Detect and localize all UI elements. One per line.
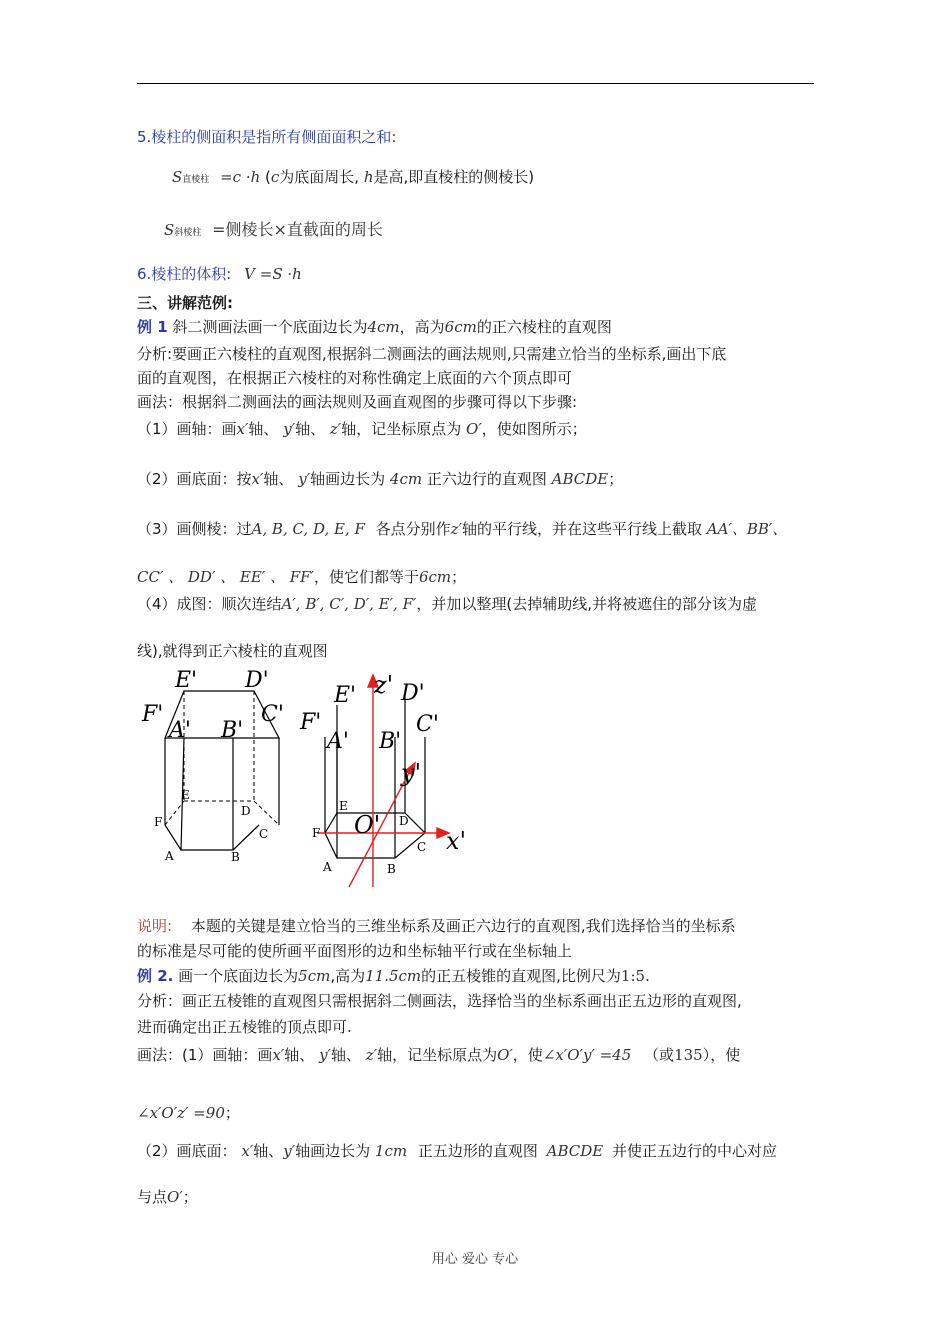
- text: ，使如图所示；: [481, 420, 587, 438]
- formula-subscript: 斜棱柱: [174, 228, 202, 238]
- formula-rhs: =侧棱长×直截面的周长: [212, 220, 383, 239]
- text: ；: [608, 470, 624, 488]
- angle: ∠x′O′z′ =90: [137, 1104, 225, 1122]
- step-2: [137, 468, 623, 490]
- value: 11.5cm: [365, 967, 422, 985]
- text: （1）画轴：画: [137, 420, 237, 438]
- text: 各点分别作: [375, 520, 451, 538]
- formula-symbol: S: [164, 221, 175, 239]
- text: 正六边行的直观图: [426, 470, 547, 488]
- label-f: F: [312, 826, 321, 840]
- method-line: 画法：根据斜二测画法的画法规则及画直观图的步骤可得以下步骤:: [137, 393, 578, 411]
- text: ，使它们都等于: [313, 568, 419, 586]
- section-6: [137, 263, 302, 285]
- axis-z: z′: [365, 1046, 378, 1064]
- label-x-axis: x': [446, 827, 467, 855]
- value: 6cm: [418, 568, 452, 586]
- note-text: 本题的关键是建立恰当的三维坐标系及画正六边行的直观图,我们选择恰当的坐标系: [190, 917, 736, 935]
- label-f-prime: F': [300, 710, 322, 735]
- value: 4cm: [389, 470, 423, 488]
- points: A′, B′, C′, D′, E′, F′: [281, 595, 417, 613]
- example-1-title: [137, 316, 612, 338]
- value: 6cm: [444, 318, 477, 336]
- axis-y: y′: [298, 470, 311, 488]
- text: .: [645, 967, 650, 985]
- angle: ∠x′O′y′ =45: [542, 1046, 632, 1064]
- label-z-axis: z': [374, 671, 394, 699]
- label-f: F: [154, 815, 163, 829]
- label-a-prime: A': [169, 718, 191, 743]
- label-c: C: [259, 827, 269, 841]
- analysis-line-1: 分析:要画正六棱柱的直观图,根据斜二测画法的画法规则,只需建立恰当的坐标系,画出下底: [137, 345, 727, 363]
- label-b: B: [231, 850, 240, 864]
- note-line-2: 的标准是尽可能的使所画平面图形的边和坐标轴平行或在坐标轴上: [137, 942, 573, 960]
- left-prism-bottom-labels: [154, 788, 268, 864]
- formula-subscript: 直棱柱: [182, 175, 210, 185]
- step-1: [137, 418, 587, 440]
- text: 画法：(1）画轴：画: [137, 1046, 273, 1064]
- hidden-fe: [165, 801, 184, 825]
- points: A, B, C, D, E, F: [251, 520, 365, 538]
- edge-bc: [233, 825, 259, 850]
- value: 1cm: [374, 1142, 408, 1160]
- text: 画一个底面边长为: [178, 967, 299, 985]
- label-b-prime: B': [379, 729, 402, 754]
- right-prism-top-labels: [299, 681, 439, 754]
- value: 5cm: [298, 967, 331, 985]
- example-label: 例 1: [137, 318, 168, 336]
- label-a: A: [323, 860, 332, 874]
- text: 的正五棱锥的直观图,比例尺为: [421, 967, 621, 985]
- text: ；: [451, 568, 467, 586]
- label-b: B: [387, 862, 396, 876]
- value: 135: [674, 1046, 703, 1064]
- text: （4）成图：顺次连结: [137, 595, 282, 613]
- text: ），使: [702, 1046, 741, 1064]
- text: 轴，记坐标原点为: [341, 420, 462, 438]
- volume-formula: V =S ·h: [244, 265, 302, 283]
- formula-rhs: =c ·h: [220, 168, 261, 186]
- label-f-prime: F': [142, 702, 164, 727]
- text: 轴、: [263, 470, 294, 488]
- label-c-prime: C': [261, 702, 284, 727]
- label-b-prime: B': [221, 718, 244, 743]
- var-h: h: [363, 168, 374, 186]
- section-5-heading: 5.棱柱的侧面积是指所有侧面面积之和:: [137, 128, 397, 146]
- analysis-line-2: 进而确定出正五棱锥的顶点即可.: [137, 1018, 352, 1036]
- label-e-prime: E': [334, 683, 357, 708]
- text: 斜二测画法画一个底面边长为: [172, 318, 368, 336]
- origin: O′: [167, 1188, 183, 1206]
- lateral-area-formula-oblique-prism: [164, 219, 383, 244]
- step-4: [137, 593, 757, 615]
- label-e-prime: E': [175, 668, 198, 693]
- text: 轴、: [284, 1046, 315, 1064]
- axis-z: z′: [329, 420, 342, 438]
- step-3-cont: [137, 566, 466, 588]
- example-2-title: [137, 965, 650, 987]
- text: ,高为: [330, 967, 366, 985]
- text: 并使正五边行的中心对应: [612, 1142, 778, 1160]
- analysis-line-1: 分析：画正五棱锥的直观图只需根据斜二侧画法，选择恰当的坐标系画出正五边形的直观图,: [137, 992, 742, 1010]
- text: 轴、: [330, 1046, 361, 1064]
- text: 轴、: [295, 420, 326, 438]
- axis-x: x′: [251, 470, 264, 488]
- label-d: D: [399, 814, 409, 828]
- label-y-axis: y': [401, 759, 422, 787]
- formula-symbol: S: [172, 168, 183, 186]
- text: （或: [644, 1046, 675, 1064]
- text: 轴的平行线，并在这些平行线上截取: [461, 520, 702, 538]
- header-rule: [137, 83, 814, 84]
- left-prism-top-labels: [141, 668, 284, 743]
- ratio: 1:5: [620, 967, 646, 985]
- text: 与点: [137, 1188, 168, 1206]
- axis-y: y′: [283, 420, 296, 438]
- section-6-heading: 6.棱柱的体积:: [137, 265, 232, 283]
- text: （3）画侧棱：过: [137, 520, 252, 538]
- label-a-prime: A': [327, 729, 349, 754]
- axis-z: z′: [450, 520, 462, 538]
- label-d: D: [241, 804, 251, 818]
- segments: CC′ 、 DD′ 、 EE′ 、 FF′: [137, 568, 314, 586]
- left-bottom-edges: [165, 825, 259, 850]
- label-c-prime: C': [416, 712, 439, 737]
- axis-y: y′: [283, 1142, 296, 1160]
- ex2-angle-line: [137, 1102, 240, 1124]
- lateral-area-formula-right-prism: [172, 166, 534, 191]
- label-origin: O': [354, 811, 381, 839]
- note-label: 说明:: [137, 917, 173, 935]
- text: ，使: [512, 1046, 543, 1064]
- text: （2）画底面：: [137, 1142, 237, 1160]
- formula-text: 为底面周长,: [279, 168, 360, 186]
- edge-bb: [233, 738, 246, 850]
- text: 的正六棱柱的直观图: [476, 318, 612, 336]
- step-3: [137, 518, 787, 540]
- value: 4cm: [367, 318, 400, 336]
- origin: O′: [466, 420, 482, 438]
- label-d-prime: D': [245, 668, 269, 693]
- text: 轴、: [253, 1142, 284, 1160]
- text: ；: [224, 1104, 240, 1122]
- text: 轴画边长为: [295, 1142, 371, 1160]
- axis-x: x′: [272, 1046, 285, 1064]
- analysis-line-2: 面的直观图，在根据正六棱柱的对称性确定上底面的六个顶点即可: [137, 369, 573, 387]
- section-3-heading: 三、讲解范例:: [137, 294, 233, 312]
- text: ，并加以整理(去掉辅助线,并将被遮住的部分该为虚: [416, 595, 758, 613]
- prism-figure: [137, 665, 517, 895]
- axis-y: y′: [319, 1046, 331, 1064]
- label-a: A: [165, 849, 174, 863]
- origin: O′: [497, 1046, 513, 1064]
- text: ，高为: [399, 318, 445, 336]
- var-c: c: [270, 168, 280, 186]
- edge-b-front: [254, 738, 259, 825]
- step-4-cont: 线),就得到正六棱柱的直观图: [137, 642, 328, 660]
- ex2-method-step-1: [137, 1044, 740, 1066]
- text: 轴，记坐标原点为: [377, 1046, 498, 1064]
- polygon-name: ABCDE: [551, 470, 609, 488]
- formula-text: 是高,即直棱柱的侧棱长): [373, 168, 535, 186]
- segments: AA′、BB′、: [706, 520, 788, 538]
- label-c: C: [417, 840, 427, 854]
- label-e: E: [181, 788, 190, 802]
- ex2-step-2: [137, 1140, 777, 1162]
- note-line-1: [137, 915, 736, 937]
- text: 轴画边长为: [310, 470, 386, 488]
- page-footer: 用心 爱心 专心: [431, 1252, 519, 1267]
- label-d-prime: D': [401, 681, 425, 706]
- paren: (: [265, 168, 271, 186]
- polygon-name: ABCDE: [546, 1142, 604, 1160]
- ex2-step-2-cont: [137, 1186, 198, 1208]
- text: 正五边形的直观图: [417, 1142, 538, 1160]
- hidden-dc: [254, 801, 279, 825]
- example-label: 例 2.: [137, 967, 174, 985]
- text: 轴、: [248, 420, 279, 438]
- axis-x: x′: [241, 1142, 254, 1160]
- axis-x: x′: [236, 420, 249, 438]
- label-e: E: [339, 799, 348, 813]
- text: （2）画底面：按: [137, 470, 252, 488]
- text: ；: [182, 1188, 198, 1206]
